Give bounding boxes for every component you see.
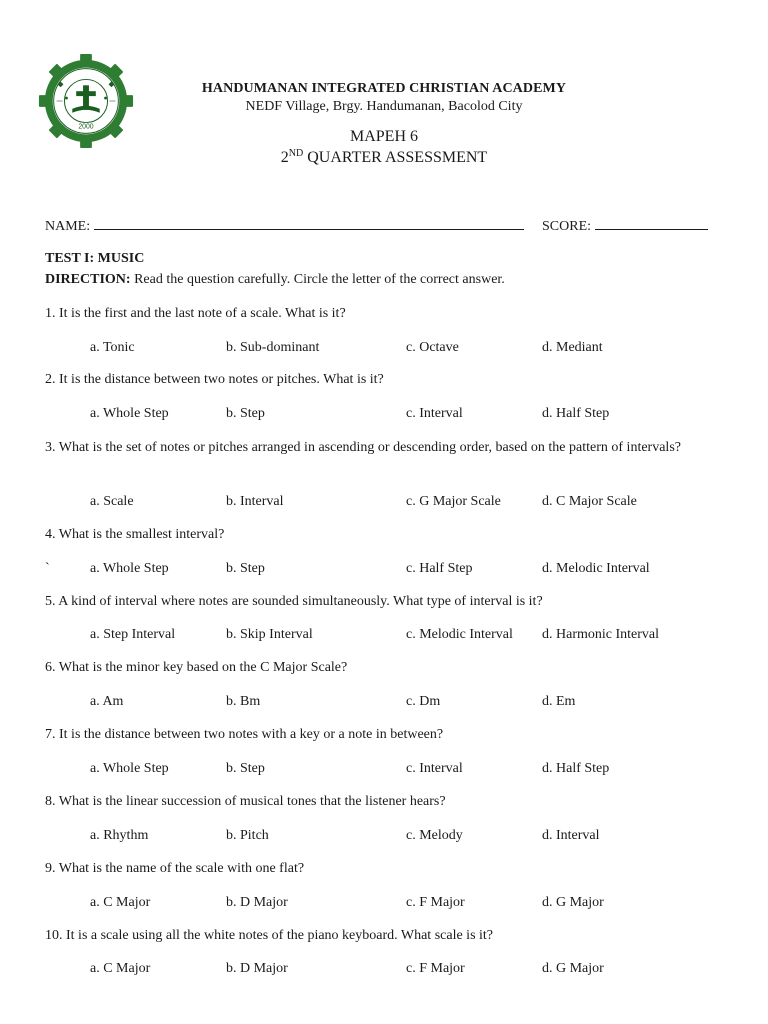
- option-b[interactable]: b. Skip Interval: [226, 627, 313, 642]
- option-d[interactable]: d. G Major: [542, 895, 604, 910]
- option-d[interactable]: d. Half Step: [542, 761, 610, 776]
- score-field[interactable]: [542, 217, 708, 236]
- question-4-options: [90, 560, 740, 578]
- document-header: [100, 80, 668, 169]
- quarter-superscript: ND: [288, 148, 304, 159]
- quarter-title: [100, 147, 668, 169]
- option-b[interactable]: b. Step: [226, 561, 265, 576]
- option-d[interactable]: d. Melodic Interval: [542, 561, 650, 576]
- option-a[interactable]: a. Tonic: [90, 340, 135, 355]
- question-6: 6. What is the minor key based on the C Major Scale?: [45, 660, 348, 675]
- option-c[interactable]: c. Dm: [406, 694, 441, 709]
- question-4: 4. What is the smallest interval?: [45, 527, 225, 542]
- option-d[interactable]: d. Half Step: [542, 406, 610, 421]
- question-5-options: [90, 626, 740, 644]
- test-direction: [45, 271, 505, 289]
- question-9: 9. What is the name of the scale with one flat?: [45, 861, 305, 876]
- question-6-options: [90, 693, 740, 711]
- option-a[interactable]: a. Whole Step: [90, 406, 169, 421]
- school-name: HANDUMANAN INTEGRATED CHRISTIAN ACADEMY: [201, 81, 567, 96]
- question-1: 1. It is the first and the last note of a scale. What is it?: [45, 306, 346, 321]
- question-2: 2. It is the distance between two notes or pitches. What is it?: [45, 372, 384, 387]
- option-a[interactable]: a. Whole Step: [90, 761, 169, 776]
- question-5: 5. A kind of interval where notes are sounded simultaneously. What type of interval is it?: [45, 594, 543, 609]
- option-c[interactable]: c. F Major: [406, 961, 465, 976]
- question-10: 10. It is a scale using all the white notes of the piano keyboard. What scale is it?: [45, 928, 494, 943]
- option-d[interactable]: d. Mediant: [542, 340, 603, 355]
- option-b[interactable]: b. Step: [226, 761, 265, 776]
- option-d[interactable]: d. G Major: [542, 961, 604, 976]
- test-title: TEST I: MUSIC: [45, 251, 145, 266]
- question-7: 7. It is the distance between two notes with a key or a note in between?: [45, 727, 444, 742]
- seal-year: 2000: [78, 123, 94, 131]
- option-b[interactable]: b. Step: [226, 406, 265, 421]
- option-a[interactable]: a. Scale: [90, 494, 134, 509]
- option-c[interactable]: c. Melodic Interval: [406, 627, 513, 642]
- question-2-options: [90, 405, 740, 423]
- option-c[interactable]: c. Interval: [406, 406, 463, 421]
- quarter-text: QUARTER ASSESSMENT: [303, 149, 488, 166]
- question-9-options: [90, 894, 740, 912]
- option-c[interactable]: c. Melody: [406, 828, 463, 843]
- option-b[interactable]: b. Pitch: [226, 828, 269, 843]
- option-d[interactable]: d. Interval: [542, 828, 600, 843]
- option-b[interactable]: b. Interval: [226, 494, 284, 509]
- option-a[interactable]: a. Am: [90, 694, 124, 709]
- score-label: SCORE:: [542, 219, 592, 234]
- name-label: NAME:: [45, 219, 91, 234]
- option-c[interactable]: c. Octave: [406, 340, 459, 355]
- question-7-options: [90, 760, 740, 778]
- option-d[interactable]: d. Em: [542, 694, 576, 709]
- option-c[interactable]: c. Interval: [406, 761, 463, 776]
- stray-backtick-mark: `: [45, 561, 50, 576]
- school-address: NEDF Village, Brgy. Handumanan, Bacolod City: [245, 99, 523, 114]
- name-field[interactable]: [45, 217, 524, 236]
- name-blank-line[interactable]: [94, 217, 524, 230]
- option-c[interactable]: c. F Major: [406, 895, 465, 910]
- question-3-options: [90, 493, 740, 511]
- option-a[interactable]: a. C Major: [90, 895, 151, 910]
- option-b[interactable]: b. D Major: [226, 961, 288, 976]
- option-b[interactable]: b. D Major: [226, 895, 288, 910]
- option-c[interactable]: c. Half Step: [406, 561, 473, 576]
- quarter-number: 2: [280, 149, 289, 166]
- option-a[interactable]: a. Whole Step: [90, 561, 169, 576]
- subject-title: MAPEH 6: [349, 128, 418, 145]
- direction-label: DIRECTION:: [45, 272, 131, 287]
- question-3: 3. What is the set of notes or pitches arranged in ascending or descending order, based on the pattern of intervals?: [45, 440, 681, 455]
- option-a[interactable]: a. Step Interval: [90, 627, 176, 642]
- option-a[interactable]: a. Rhythm: [90, 828, 149, 843]
- score-blank-line[interactable]: [595, 217, 708, 230]
- option-d[interactable]: d. C Major Scale: [542, 494, 637, 509]
- option-a[interactable]: a. C Major: [90, 961, 151, 976]
- option-b[interactable]: b. Sub-dominant: [226, 340, 320, 355]
- option-b[interactable]: b. Bm: [226, 694, 261, 709]
- option-c[interactable]: c. G Major Scale: [406, 494, 501, 509]
- question-8: 8. What is the linear succession of musical tones that the listener hears?: [45, 794, 446, 809]
- option-d[interactable]: d. Harmonic Interval: [542, 627, 660, 642]
- direction-text: Read the question carefully. Circle the letter of the correct answer.: [130, 272, 505, 287]
- question-1-options: [90, 339, 740, 357]
- question-8-options: [90, 827, 740, 845]
- question-10-options: [90, 960, 740, 978]
